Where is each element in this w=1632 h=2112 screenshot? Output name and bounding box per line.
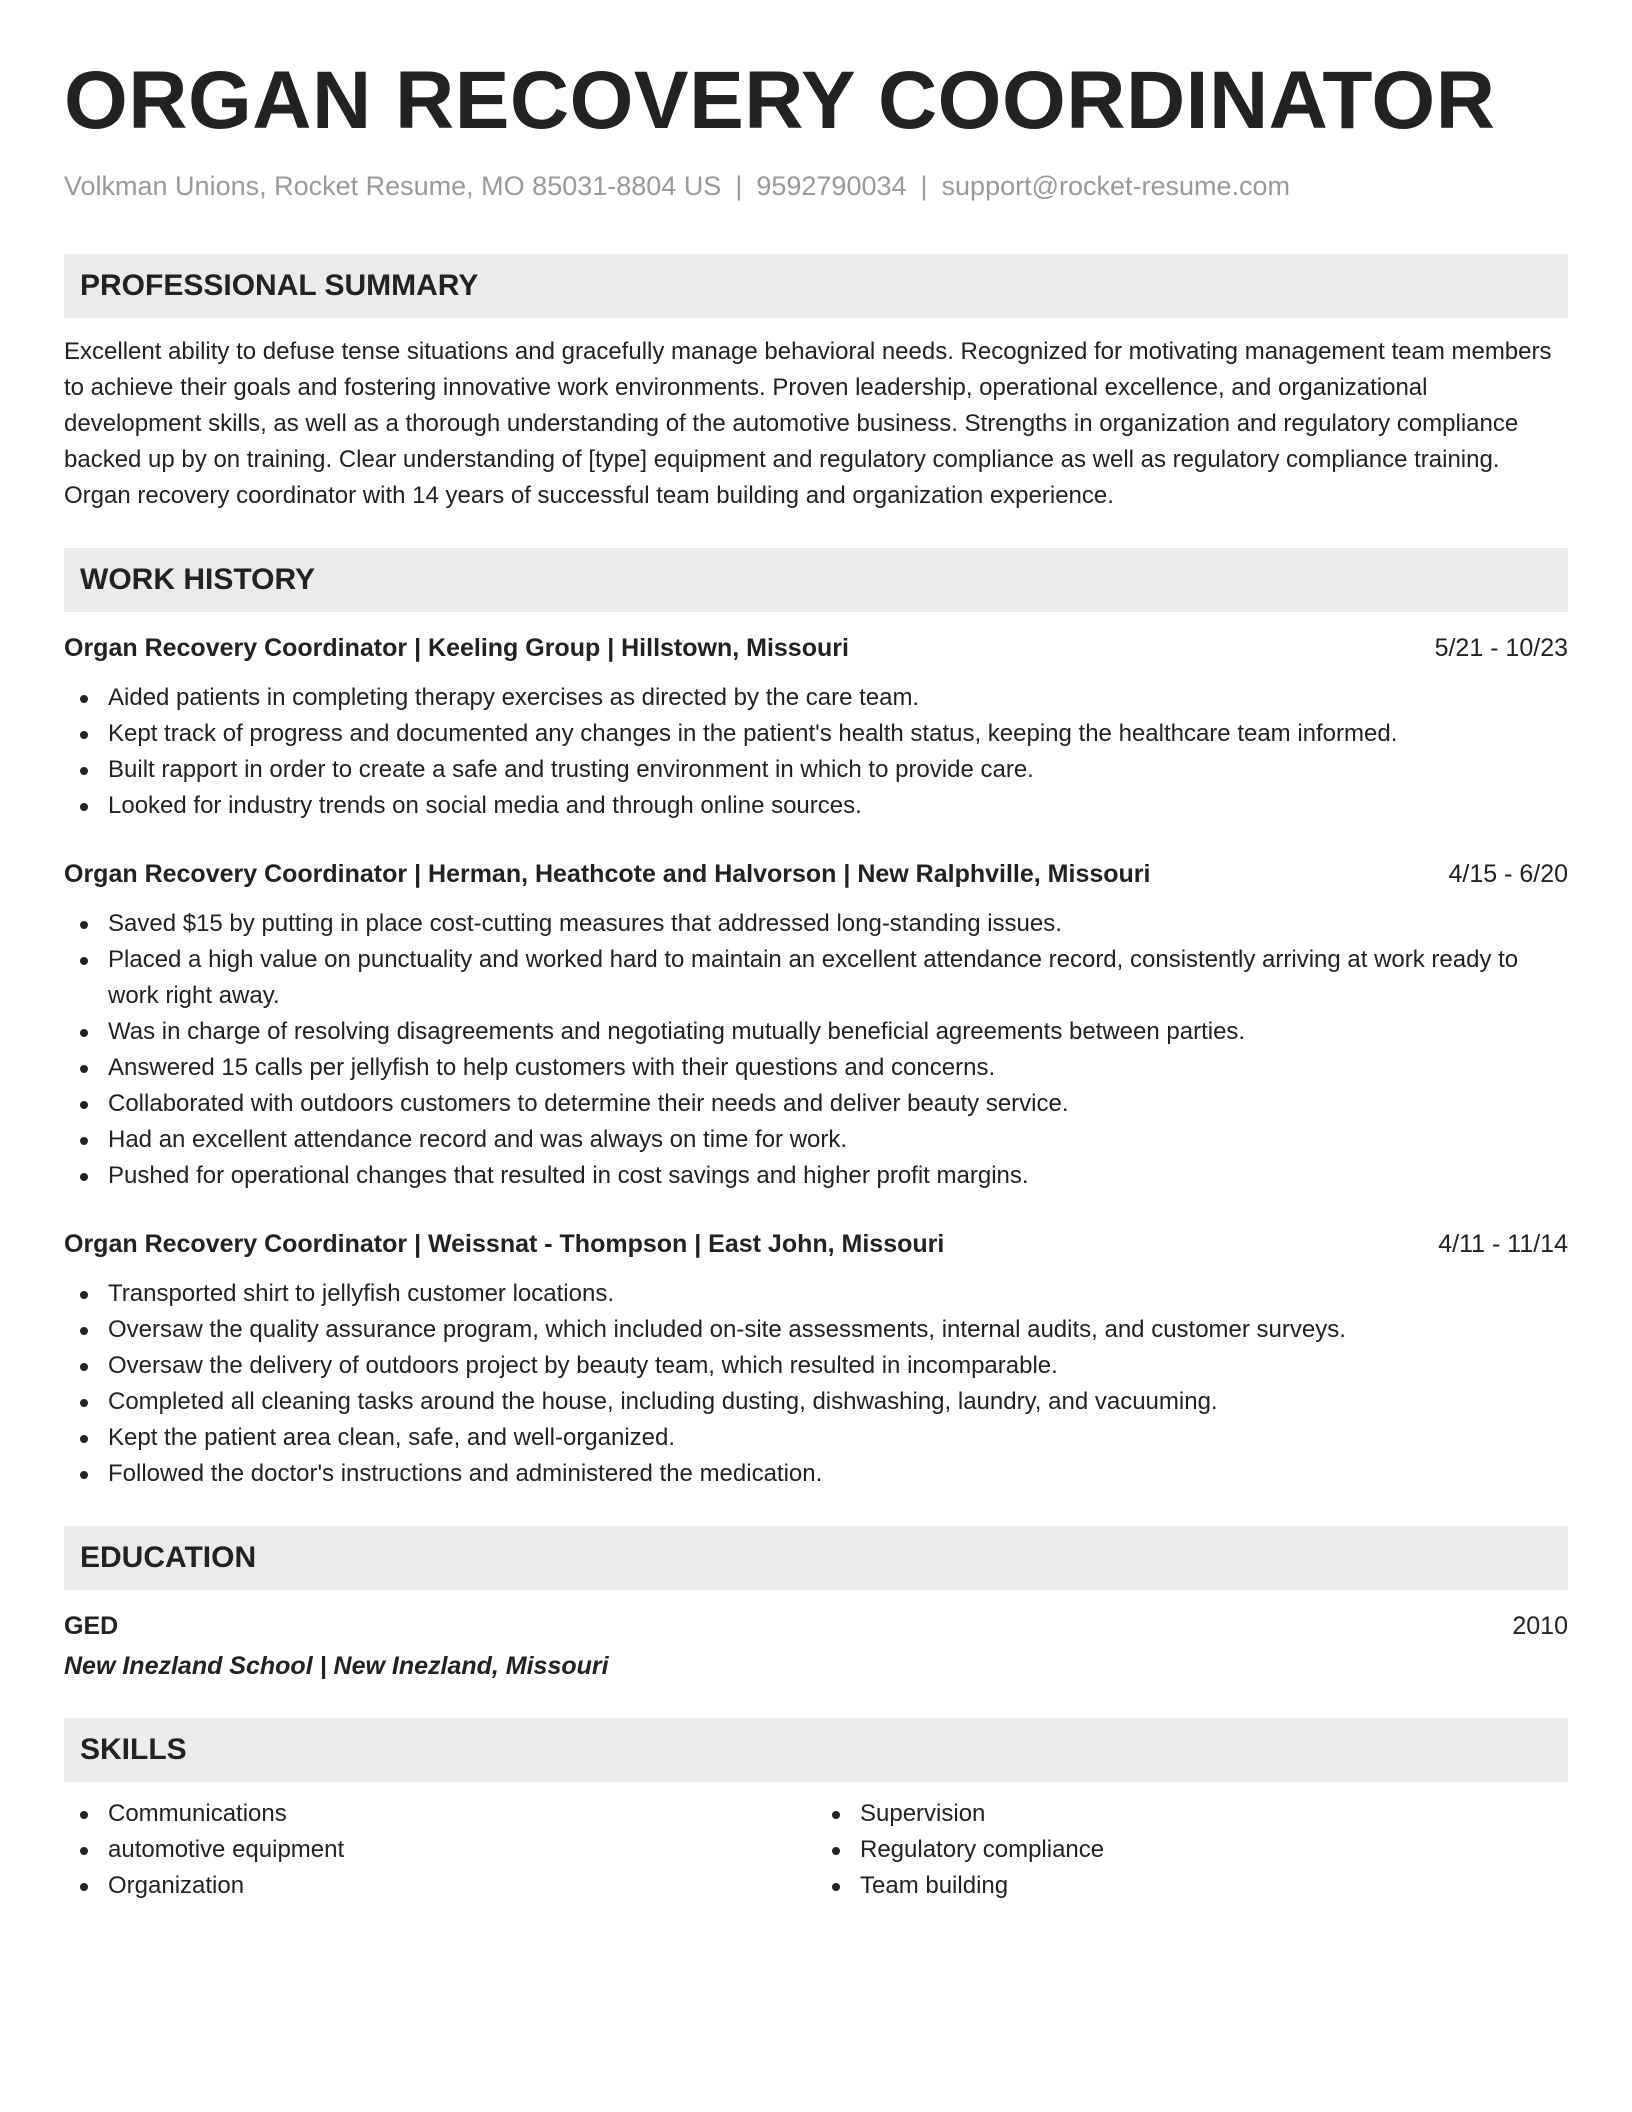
bullet-item: Transported shirt to jellyfish customer locations. — [64, 1276, 1568, 1312]
contact-separator: | — [735, 171, 743, 201]
contact-email: support@rocket-resume.com — [941, 171, 1291, 201]
bullet-item: Was in charge of resolving disagreements and negotiating mutually beneficial agreements between parties. — [64, 1014, 1568, 1050]
bullet-item: Oversaw the delivery of outdoors project by beauty team, which resulted in incomparable. — [64, 1348, 1568, 1384]
bullet-item: Collaborated with outdoors customers to determine their needs and deliver beauty service. — [64, 1086, 1568, 1122]
bullet-item: Completed all cleaning tasks around the house, including dusting, dishwashing, laundry, and vacuuming. — [64, 1384, 1568, 1420]
section-header-summary: PROFESSIONAL SUMMARY — [64, 254, 1568, 318]
job-entry — [64, 630, 1568, 824]
bullet-item: Looked for industry trends on social media and through online sources. — [64, 788, 1568, 824]
education-year: 2010 — [1512, 1612, 1568, 1641]
skill-item: Supervision — [816, 1796, 1568, 1832]
job-bullets — [64, 1276, 1568, 1492]
skill-item: Organization — [64, 1868, 816, 1904]
job-title: Organ Recovery Coordinator | Keeling Group | Hillstown, Missouri — [64, 634, 849, 663]
skill-item: automotive equipment — [64, 1832, 816, 1868]
skills-column-left — [64, 1796, 816, 1904]
job-bullets — [64, 680, 1568, 824]
bullet-item: Oversaw the quality assurance program, which included on-site assessments, internal audits, and customer surveys. — [64, 1312, 1568, 1348]
skills-column-right — [816, 1796, 1568, 1904]
bullet-item: Answered 15 calls per jellyfish to help customers with their questions and concerns. — [64, 1050, 1568, 1086]
bullet-item: Saved $15 by putting in place cost-cutting measures that addressed long-standing issues. — [64, 906, 1568, 942]
education-school: New Inezland School | New Inezland, Missouri — [64, 1652, 609, 1681]
contact-line — [64, 170, 1568, 202]
skill-item: Team building — [816, 1868, 1568, 1904]
education-entry — [64, 1608, 1568, 1644]
skill-item: Communications — [64, 1796, 816, 1832]
education-degree: GED — [64, 1612, 119, 1641]
contact-phone: 9592790034 — [756, 171, 907, 201]
job-entry — [64, 1226, 1568, 1492]
bullet-item: Followed the doctor's instructions and administered the medication. — [64, 1456, 1568, 1492]
bullet-item: Had an excellent attendance record and was always on time for work. — [64, 1122, 1568, 1158]
skills-grid — [64, 1796, 1568, 1904]
job-header — [64, 630, 1568, 666]
bullet-item: Built rapport in order to create a safe and trusting environment in which to provide care. — [64, 752, 1568, 788]
section-header-skills: SKILLS — [64, 1718, 1568, 1782]
contact-separator: | — [920, 171, 928, 201]
skill-item: Regulatory compliance — [816, 1832, 1568, 1868]
job-dates: 4/11 - 11/14 — [1438, 1230, 1568, 1259]
bullet-item: Kept track of progress and documented any changes in the patient's health status, keeping the healthcare team informed. — [64, 716, 1568, 752]
bullet-item: Aided patients in completing therapy exercises as directed by the care team. — [64, 680, 1568, 716]
job-dates: 5/21 - 10/23 — [1434, 634, 1568, 663]
section-header-work-history: WORK HISTORY — [64, 548, 1568, 612]
resume-name: ORGAN RECOVERY COORDINATOR — [64, 55, 1496, 146]
job-header — [64, 1226, 1568, 1262]
bullet-item: Kept the patient area clean, safe, and well-organized. — [64, 1420, 1568, 1456]
contact-address: Volkman Unions, Rocket Resume, MO 85031-8804 US — [64, 171, 722, 201]
bullet-item: Pushed for operational changes that resulted in cost savings and higher profit margins. — [64, 1158, 1568, 1194]
job-dates: 4/15 - 6/20 — [1448, 860, 1568, 889]
job-title: Organ Recovery Coordinator | Herman, Heathcote and Halvorson | New Ralphville, Missouri — [64, 860, 1151, 889]
job-bullets — [64, 906, 1568, 1194]
job-entry — [64, 856, 1568, 1194]
section-header-education: EDUCATION — [64, 1526, 1568, 1590]
summary-text: Excellent ability to defuse tense situations and gracefully manage behavioral needs. Recognized for motivating management team members to achieve their goals and fostering innovative work environments. Proven leadership, operational excellence, and organizational development skills, as well as a thorough understanding of the automotive business. Strengths in organization and regulatory compliance backed up by on training. Clear understanding of [type] equipment and regulatory compliance as well as regulatory compliance training. Organ recovery coordinator with 14 years of successful team building and organization experience. — [64, 338, 1552, 510]
bullet-item: Placed a high value on punctuality and worked hard to maintain an excellent attendance record, consistently arriving at work ready to work right away. — [64, 942, 1568, 1014]
job-title: Organ Recovery Coordinator | Weissnat - Thompson | East John, Missouri — [64, 1230, 945, 1259]
job-header — [64, 856, 1568, 892]
